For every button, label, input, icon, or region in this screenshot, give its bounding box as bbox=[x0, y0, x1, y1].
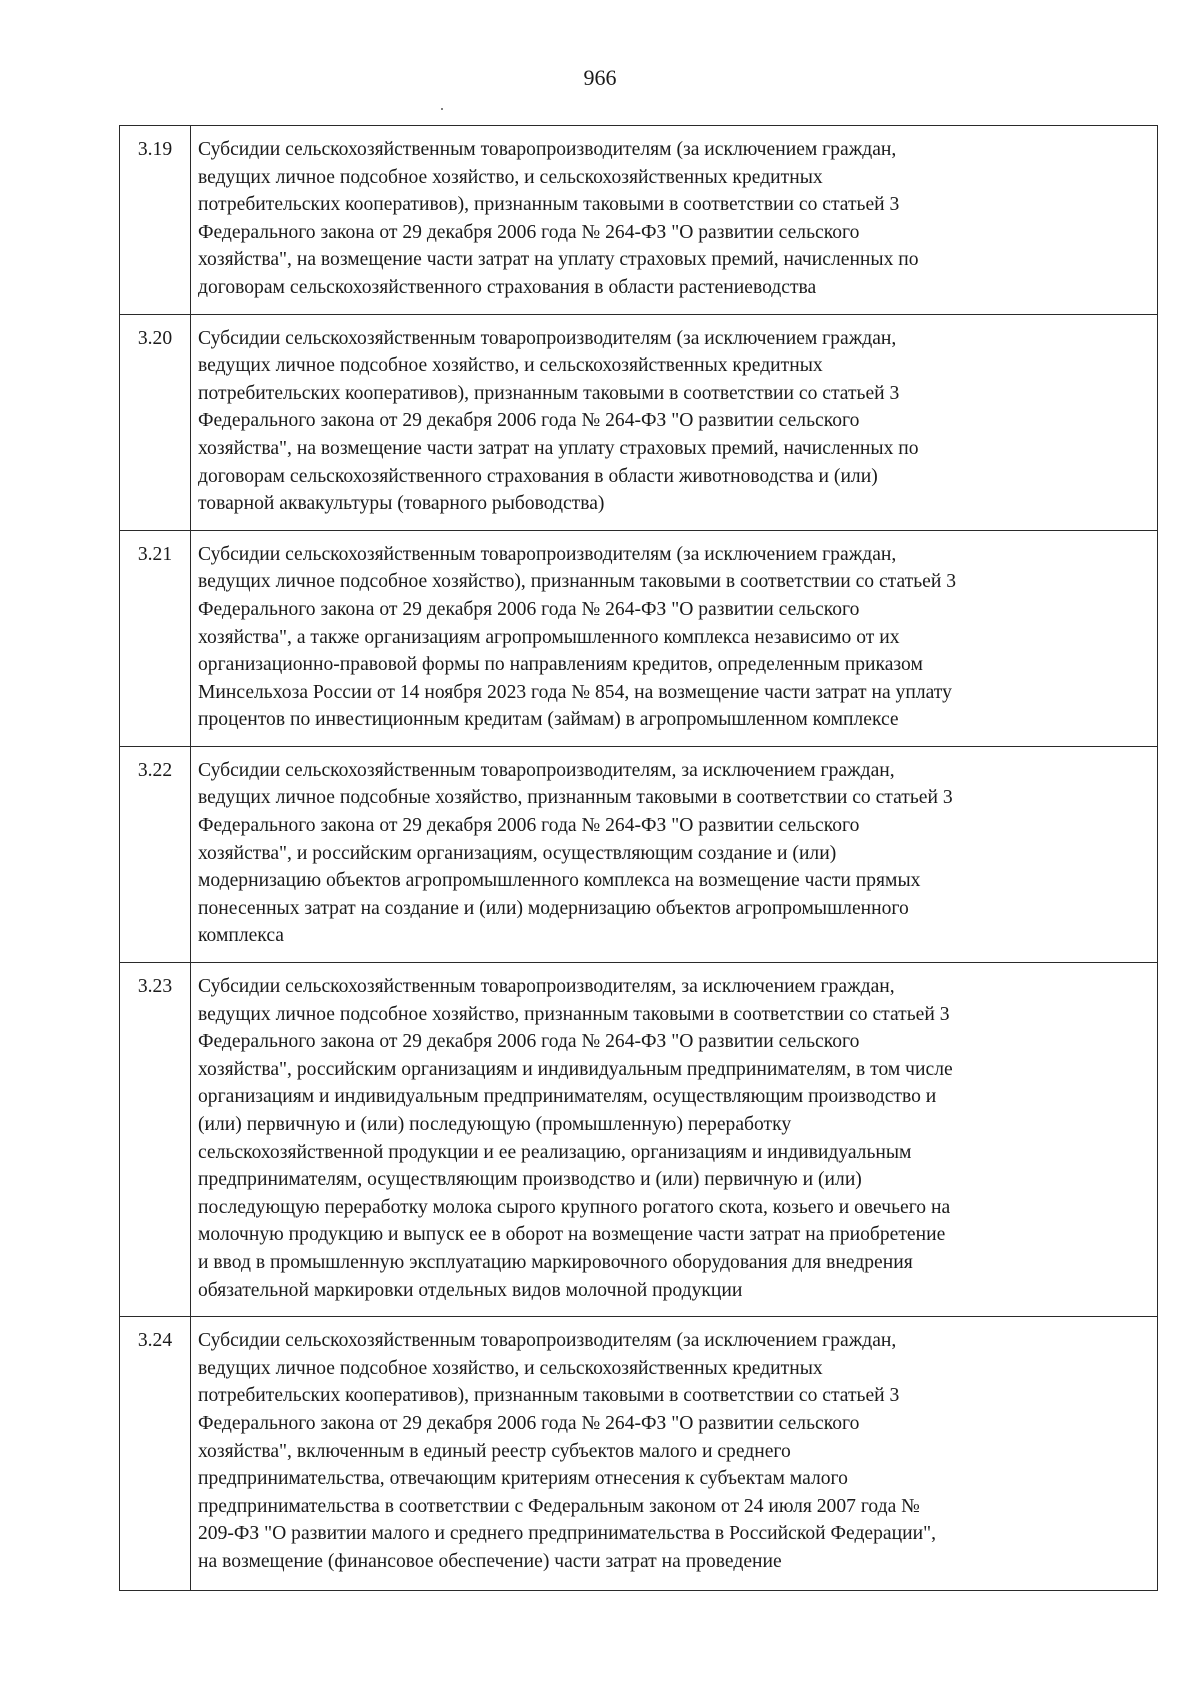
description-line: ведущих личное подсобное хозяйство, и сельскохозяйственных кредитных bbox=[198, 355, 823, 377]
description-line: Федерального закона от 29 декабря 2006 года № 264-ФЗ "О развитии сельского bbox=[198, 221, 860, 243]
description-line: хозяйства", а также организациям агропромышленного комплекса независимо от их bbox=[198, 626, 900, 648]
description-line: сельскохозяйственной продукции и ее реализацию, организациям и индивидуальным bbox=[198, 1141, 912, 1163]
description-line: организациям и индивидуальным предпринимателям, осуществляющим производство и bbox=[198, 1086, 937, 1108]
description-line: хозяйства", на возмещение части затрат на уплату страховых премий, начисленных по bbox=[198, 249, 919, 271]
description-line: ведущих личное подсобные хозяйство, признанным таковыми в соответствии со статьей 3 bbox=[198, 787, 953, 809]
row-number-cell: 3.24 bbox=[120, 1317, 191, 1590]
scan-artifact-dot bbox=[441, 108, 443, 110]
row-description-cell bbox=[191, 314, 1158, 530]
description-line: потребительских кооперативов), признанным таковыми в соответствии со статьей 3 bbox=[198, 1385, 900, 1407]
description-line: Федерального закона от 29 декабря 2006 года № 264-ФЗ "О развитии сельского bbox=[198, 1412, 860, 1434]
description-line: потребительских кооперативов), признанным таковыми в соответствии со статьей 3 bbox=[198, 382, 900, 404]
table-row bbox=[120, 314, 1158, 530]
row-description-cell bbox=[191, 963, 1158, 1317]
description-line: Федерального закона от 29 декабря 2006 года № 264-ФЗ "О развитии сельского bbox=[198, 598, 860, 620]
description-line: организационно-правовой формы по направлениям кредитов, определенным приказом bbox=[198, 654, 923, 676]
description-line: ведущих личное подсобное хозяйство, признанным таковыми в соответствии со статьей 3 bbox=[198, 1003, 950, 1025]
table-row bbox=[120, 1317, 1158, 1590]
description-line: хозяйства", и российским организациям, осуществляющим создание и (или) bbox=[198, 842, 837, 864]
description-line: Субсидии сельскохозяйственным товаропроизводителям (за исключением граждан, bbox=[198, 327, 897, 349]
description-line: комплекса bbox=[198, 925, 284, 947]
description-line: ведущих личное подсобное хозяйство, и сельскохозяйственных кредитных bbox=[198, 166, 823, 188]
row-description-cell bbox=[191, 530, 1158, 746]
row-number-cell: 3.20 bbox=[120, 314, 191, 530]
description-line: хозяйства", российским организациям и индивидуальным предпринимателям, в том числе bbox=[198, 1058, 953, 1080]
description-line: товарной аквакультуры (товарного рыбоводства) bbox=[198, 493, 605, 515]
description-line: и ввод в промышленную эксплуатацию маркировочного оборудования для внедрения bbox=[198, 1251, 913, 1273]
page-number: 966 bbox=[583, 65, 617, 90]
description-line: модернизацию объектов агропромышленного комплекса на возмещение части прямых bbox=[198, 870, 921, 892]
description-line: Федерального закона от 29 декабря 2006 года № 264-ФЗ "О развитии сельского bbox=[198, 1031, 860, 1053]
row-number-cell: 3.21 bbox=[120, 530, 191, 746]
description-line: Субсидии сельскохозяйственным товаропроизводителям (за исключением граждан, bbox=[198, 1330, 897, 1352]
description-line: 209-ФЗ "О развитии малого и среднего предпринимательства в Российской Федерации", bbox=[198, 1523, 936, 1545]
subsidies-table bbox=[119, 125, 1158, 1591]
description-line: на возмещение (финансовое обеспечение) части затрат на проведение bbox=[198, 1550, 782, 1572]
row-description-cell bbox=[191, 1317, 1158, 1590]
description-line: ведущих личное подсобное хозяйство), признанным таковыми в соответствии со статьей 3 bbox=[198, 571, 957, 593]
description-line: договорам сельскохозяйственного страхования в области растениеводства bbox=[198, 276, 817, 298]
description-line: предпринимательства в соответствии с Федеральным законом от 24 июля 2007 года № bbox=[198, 1495, 920, 1517]
description-line: последующую переработку молока сырого крупного рогатого скота, козьего и овечьего на bbox=[198, 1196, 951, 1218]
row-description-cell bbox=[191, 126, 1158, 315]
description-line: предпринимательства, отвечающим критериям отнесения к субъектам малого bbox=[198, 1468, 848, 1490]
description-line: молочную продукцию и выпуск ее в оборот на возмещение части затрат на приобретение bbox=[198, 1224, 946, 1246]
description-line: предпринимателям, осуществляющим производство и (или) первичную и (или) bbox=[198, 1169, 862, 1191]
description-line: процентов по инвестиционным кредитам (займам) в агропромышленном комплексе bbox=[198, 709, 899, 731]
description-line: договорам сельскохозяйственного страхования в области животноводства и (или) bbox=[198, 465, 878, 487]
description-line: обязательной маркировки отдельных видов молочной продукции bbox=[198, 1279, 743, 1301]
table-row bbox=[120, 746, 1158, 962]
table-row bbox=[120, 126, 1158, 315]
description-line: Федерального закона от 29 декабря 2006 года № 264-ФЗ "О развитии сельского bbox=[198, 410, 860, 432]
row-description-cell bbox=[191, 746, 1158, 962]
row-number-cell: 3.19 bbox=[120, 126, 191, 315]
description-line: понесенных затрат на создание и (или) модернизацию объектов агропромышленного bbox=[198, 897, 909, 919]
description-line: хозяйства", на возмещение части затрат на уплату страховых премий, начисленных по bbox=[198, 437, 919, 459]
row-number-cell: 3.22 bbox=[120, 746, 191, 962]
description-line: ведущих личное подсобное хозяйство, и сельскохозяйственных кредитных bbox=[198, 1357, 823, 1379]
row-number-cell: 3.23 bbox=[120, 963, 191, 1317]
table-row bbox=[120, 530, 1158, 746]
description-line: Субсидии сельскохозяйственным товаропроизводителям, за исключением граждан, bbox=[198, 976, 895, 998]
table-row bbox=[120, 963, 1158, 1317]
description-line: хозяйства", включенным в единый реестр субъектов малого и среднего bbox=[198, 1440, 791, 1462]
description-line: Минсельхоза России от 14 ноября 2023 года № 854, на возмещение части затрат на уплату bbox=[198, 681, 952, 703]
description-line: Субсидии сельскохозяйственным товаропроизводителям (за исключением граждан, bbox=[198, 139, 897, 160]
subsidies-table-body bbox=[120, 126, 1158, 1591]
description-line: (или) первичную и (или) последующую (промышленную) переработку bbox=[198, 1114, 792, 1135]
description-line: Федерального закона от 29 декабря 2006 года № 264-ФЗ "О развитии сельского bbox=[198, 815, 860, 837]
description-line: Субсидии сельскохозяйственным товаропроизводителям (за исключением граждан, bbox=[198, 543, 897, 565]
description-line: потребительских кооперативов), признанным таковыми в соответствии со статьей 3 bbox=[198, 194, 900, 216]
description-line: Субсидии сельскохозяйственным товаропроизводителям, за исключением граждан, bbox=[198, 759, 895, 781]
